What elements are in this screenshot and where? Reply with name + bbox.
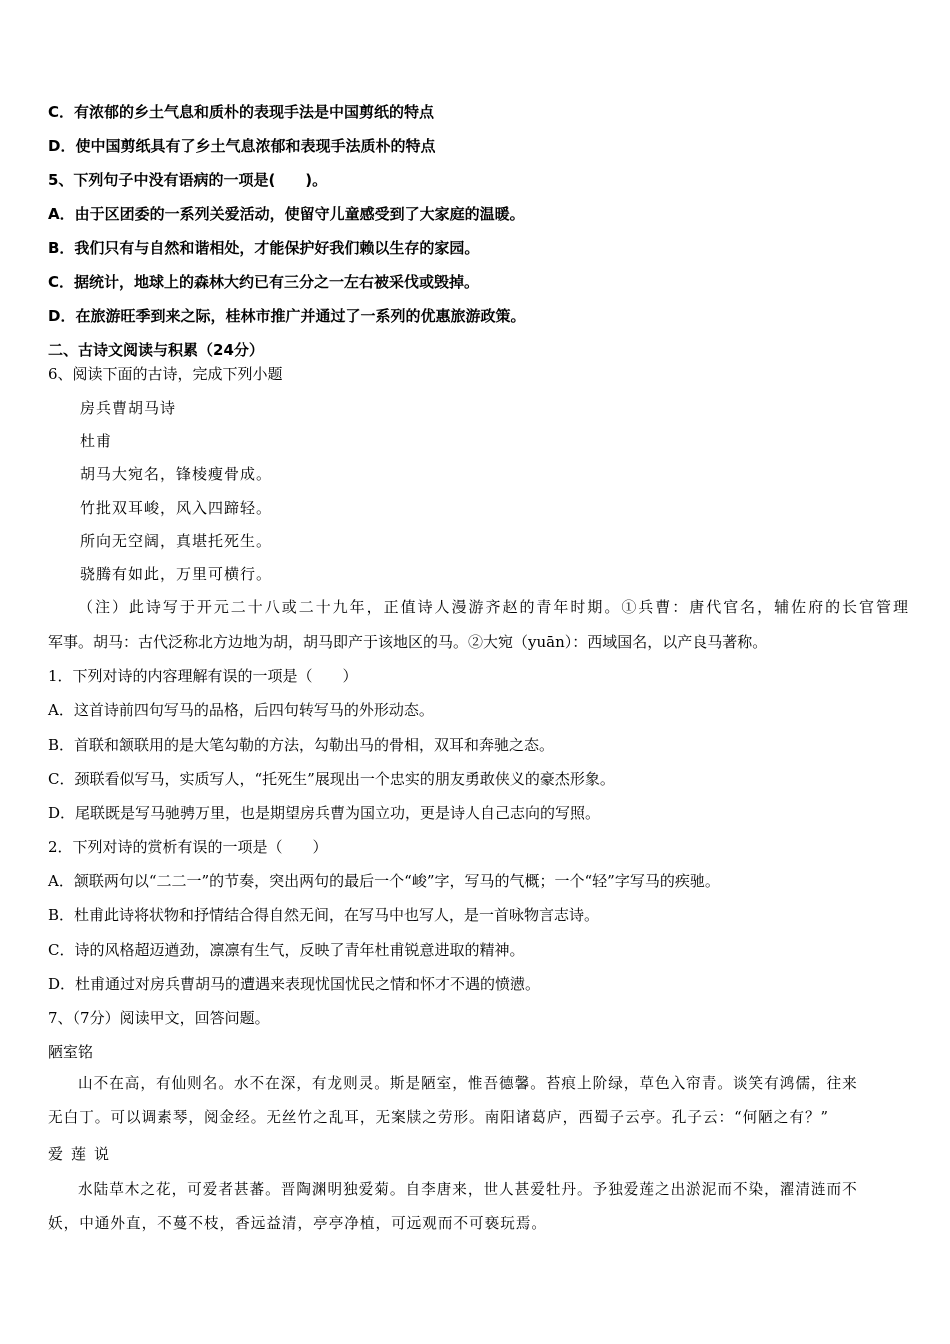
poem-note-1: （注）此诗写于开元二十八或二十九年，正值诗人漫游齐赵的青年时期。①兵曹：唐代官名，辅佐府的长官管理 <box>78 598 908 616</box>
question-6: 6、阅读下面的古诗，完成下列小题 <box>48 365 283 383</box>
text-b-para-1: 水陆草木之花，可爱者甚蕃。晋陶渊明独爱菊。自李唐来，世人甚爱牡丹。予独爱莲之出淤泥而不染，濯清涟而不 <box>78 1181 858 1198</box>
option-c-sq1: C．颈联看似写马，实质写人，“托死生”展现出一个忠实的朋友勇敢侠义的豪杰形象。 <box>48 770 615 788</box>
option-c-sq2: C．诗的风格超迈遒劲，凛凛有生气，反映了青年杜甫锐意进取的精神。 <box>48 941 525 959</box>
option-b-sq2: B．杜甫此诗将状物和抒情结合得自然无间，在写马中也写人，是一首咏物言志诗。 <box>48 906 600 924</box>
text-a-title: 陋室铭 <box>48 1043 94 1061</box>
option-a-sq1: A．这首诗前四句写马的品格，后四句转写马的外形动态。 <box>48 701 434 719</box>
option-a-q5: A．由于区团委的一系列关爱活动，使留守儿童感受到了大家庭的温暖。 <box>48 205 525 223</box>
poem-line-4: 骁腾有如此，万里可横行。 <box>80 565 273 583</box>
option-b-q5: B．我们只有与自然和谐相处，才能保护好我们赖以生存的家园。 <box>48 239 480 257</box>
text-a-para-1: 山不在高，有仙则名。水不在深，有龙则灵。斯是陋室，惟吾德馨。苔痕上阶绿，草色入帘青。谈笑有鸿儒，往来 <box>78 1075 858 1092</box>
poem-line-1: 胡马大宛名，锋棱瘦骨成。 <box>80 465 273 483</box>
option-d-sq1: D．尾联既是写马驰骋万里，也是期望房兵曹为国立功，更是诗人自己志向的写照。 <box>48 804 601 822</box>
option-d-q5: D．在旅游旺季到来之际，桂林市推广并通过了一系列的优惠旅游政策。 <box>48 307 526 325</box>
option-b-sq1: B．首联和颔联用的是大笔勾勒的方法，勾勒出马的骨相，双耳和奔驰之态。 <box>48 736 555 754</box>
question-7: 7、（7分）阅读甲文，回答问题。 <box>48 1009 270 1027</box>
poem-author: 杜甫 <box>80 432 113 450</box>
option-d-q4: D．使中国剪纸具有了乡土气息浓郁和表现手法质朴的特点 <box>48 137 436 155</box>
option-a-sq2: A．颔联两句以“二二一”的节奏，突出两句的最后一个“峻”字，写马的气概；一个“轻”字写马的疾驰。 <box>48 872 720 890</box>
subquestion-2: 2．下列对诗的赏析有误的一项是（ ） <box>48 838 328 856</box>
question-5: 5、下列句子中没有语病的一项是( )。 <box>48 171 328 189</box>
option-c-q5: C．据统计，地球上的森林大约已有三分之一左右被采伐或毁掉。 <box>48 273 480 291</box>
text-b-title: 爱莲说 <box>48 1145 118 1163</box>
section-heading-2: 二、古诗文阅读与积累（24分） <box>48 341 264 359</box>
text-b-para-2: 妖，中通外直，不蔓不枝，香远益清，亭亭净植，可远观而不可亵玩焉。 <box>48 1215 548 1232</box>
poem-line-3: 所向无空阔，真堪托死生。 <box>80 532 273 550</box>
subquestion-1: 1．下列对诗的内容理解有误的一项是（ ） <box>48 667 358 685</box>
option-d-sq2: D．杜甫通过对房兵曹胡马的遭遇来表现忧国忧民之情和怀才不遇的愤懑。 <box>48 975 541 993</box>
text-a-para-2: 无白丁。可以调素琴，阅金经。无丝竹之乱耳，无案牍之劳形。南阳诸葛庐，西蜀子云亭。孔子云：“何陋之有？” <box>48 1109 830 1126</box>
poem-title: 房兵曹胡马诗 <box>80 399 177 417</box>
option-c-q4: C．有浓郁的乡土气息和质朴的表现手法是中国剪纸的特点 <box>48 103 435 121</box>
poem-note-2: 军事。胡马：古代泛称北方边地为胡，胡马即产于该地区的马。②大宛（yuān）：西域国名，以产良马著称。 <box>48 633 768 651</box>
poem-line-2: 竹批双耳峻，风入四蹄轻。 <box>80 499 273 517</box>
